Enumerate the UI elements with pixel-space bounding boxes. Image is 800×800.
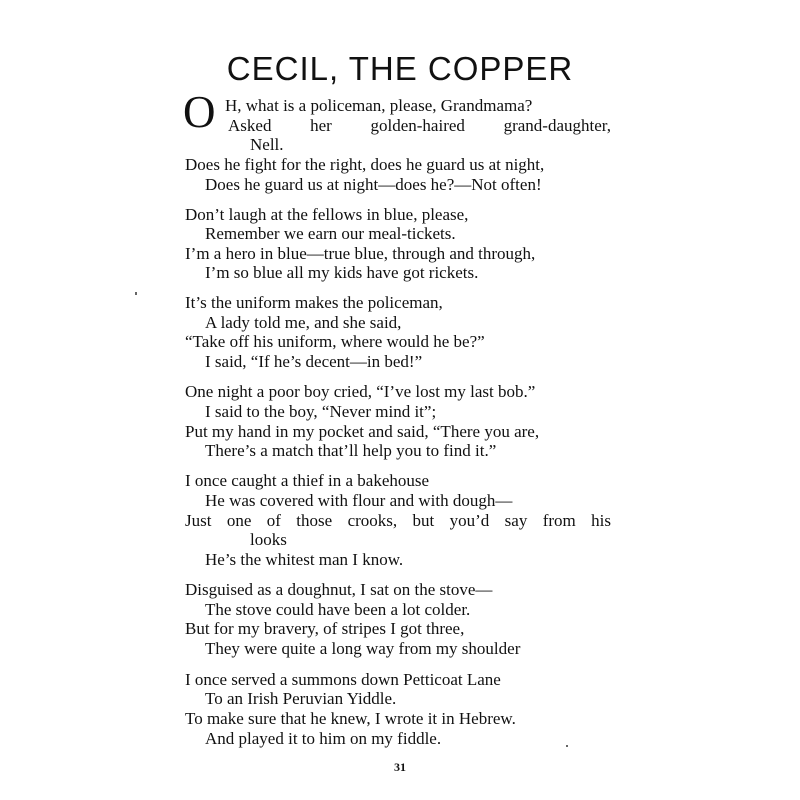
poem-line: There’s a match that’ll help you to find it.” bbox=[205, 441, 497, 460]
poem-line: But for my bravery, of stripes I got three, bbox=[185, 619, 465, 638]
drop-cap: O bbox=[183, 87, 216, 137]
poem-line: Does he fight for the right, does he guard us at night, bbox=[185, 155, 545, 174]
scan-speck bbox=[566, 745, 568, 747]
poem-line: To make sure that he knew, I wrote it in Hebrew. bbox=[185, 709, 516, 728]
poem-line: I said, “If he’s decent—in bed!” bbox=[205, 352, 423, 371]
poem-line: Disguised as a doughnut, I sat on the stove— bbox=[185, 580, 493, 599]
poem-line: looks bbox=[250, 530, 287, 549]
poem-line: And played it to him on my fiddle. bbox=[205, 729, 442, 748]
poem-line: Remember we earn our meal-tickets. bbox=[205, 224, 456, 243]
poem-line: “Take off his uniform, where would he be?” bbox=[185, 332, 485, 351]
page-number: 31 bbox=[394, 760, 406, 774]
poem-line: The stove could have been a lot colder. bbox=[205, 600, 471, 619]
poem-line: I’m so blue all my kids have got rickets. bbox=[205, 263, 479, 282]
poem-line: It’s the uniform makes the policeman, bbox=[185, 293, 443, 312]
poem-line: Nell. bbox=[250, 135, 284, 154]
scan-speck bbox=[135, 292, 137, 295]
poem-line: I once served a summons down Petticoat Lane bbox=[185, 670, 501, 689]
poem-line: I said to the boy, “Never mind it”; bbox=[205, 402, 437, 421]
poem-line: Just one of those crooks, but you’d say from his bbox=[185, 511, 611, 530]
poem-line: He’s the whitest man I know. bbox=[205, 550, 404, 569]
poem-line: To an Irish Peruvian Yiddle. bbox=[205, 689, 397, 708]
poem-line: Don’t laugh at the fellows in blue, please, bbox=[185, 205, 469, 224]
poem-line: I’m a hero in blue—true blue, through and through, bbox=[185, 244, 536, 263]
poem-line: Does he guard us at night—does he?—Not often! bbox=[205, 175, 542, 194]
poem-line: H, what is a policeman, please, Grandmama? bbox=[225, 96, 533, 115]
poem-title: CECIL, THE COPPER bbox=[226, 50, 574, 87]
poem-line: I once caught a thief in a bakehouse bbox=[185, 471, 430, 490]
poem-line: He was covered with flour and with dough— bbox=[205, 491, 513, 510]
poem-line: They were quite a long way from my shoulder bbox=[205, 639, 521, 658]
poem-line: One night a poor boy cried, “I’ve lost my last bob.” bbox=[185, 382, 536, 401]
poem-line: A lady told me, and she said, bbox=[205, 313, 402, 332]
poem-line: Put my hand in my pocket and said, “There you are, bbox=[185, 422, 540, 441]
poem-line: Asked her golden-haired grand-daughter, bbox=[228, 116, 611, 135]
